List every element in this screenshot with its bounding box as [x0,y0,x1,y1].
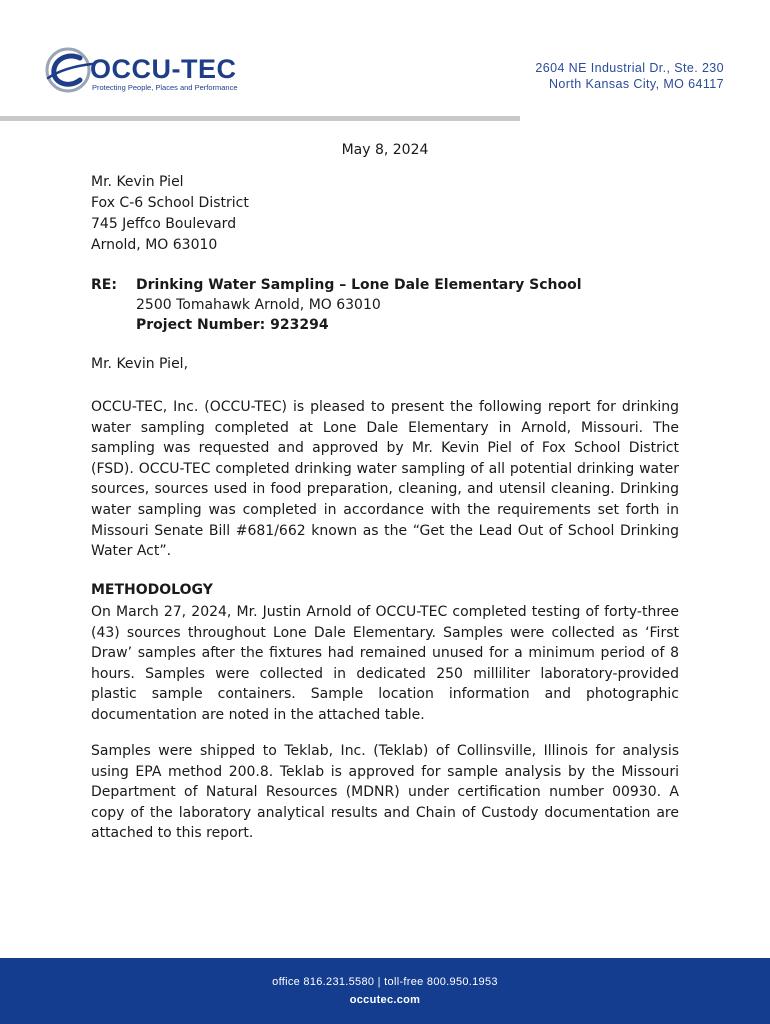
methodology-paragraph-2: Samples were shipped to Teklab, Inc. (Teklab) of Collinsville, Illinois for analysis using EPA method 200.8. Teklab is approved for sample analysis by the Missouri Department of Natural Resources (MDNR) under certification number 00930. A copy of the laboratory analytical results and Chain of Custody documentation are attached to this report. [91,743,679,842]
header-divider [0,116,520,121]
footer-website: occutec.com [349,994,421,1006]
intro-paragraph: OCCU-TEC, Inc. (OCCU-TEC) is pleased to present the following report for drinking water sampling completed at Lone Dale Elementary in Arnold, Missouri. The sampling was requested and approved by Mr. Kevin Piel of Fox School District (FSD). OCCU-TEC completed drinking water sampling of all potential drinking water sources, sources used in food preparation, cleaning, and utensil cleaning. Drinking water sampling was completed in accordance with the requirements set forth in Missouri Senate Bill #681/662 known as the “Get the Lead Out of School Drinking Water Act”. [91,399,679,560]
methodology-heading: METHODOLOGY [91,582,213,598]
occutec-logo-icon [44,44,96,96]
recipient-city: Arnold, MO 63010 [91,237,218,253]
address-line-2: North Kansas City, MO 64117 [549,77,724,91]
letter-date: May 8, 2024 [341,142,429,158]
subject-details [136,275,582,335]
company-logo [44,44,264,96]
recipient-block [91,172,249,256]
page-footer [0,958,770,1024]
recipient-street: 745 Jeffco Boulevard [91,216,237,232]
recipient-organization: Fox C-6 School District [91,195,249,211]
salutation: Mr. Kevin Piel, [91,356,189,372]
address-line-1: 2604 NE Industrial Dr., Ste. 230 [535,61,724,75]
subject-label: RE: [91,277,117,293]
methodology-paragraph-1: On March 27, 2024, Mr. Justin Arnold of OCCU-TEC completed testing of forty-three (43) sources throughout Lone Dale Elementary. Samples were collected as ‘First Draw’ samples after the fixtures had remained unused for a minimum period of 8 hours. Samples were collected in dedicated 250 milliliter laboratory-provided plastic sample containers. Sample location information and photographic documentation are noted in the attached table. [91,604,679,723]
subject-title: Drinking Water Sampling – Lone Dale Elementary School [136,277,582,293]
company-tagline: Protecting People, Places and Performance [92,83,238,92]
company-name: OCCU-TEC [90,54,237,84]
subject-address: 2500 Tomahawk Arnold, MO 63010 [136,297,381,313]
company-address [535,60,724,92]
recipient-name: Mr. Kevin Piel [91,174,184,190]
footer-contact: office 816.231.5580 | toll-free 800.950.1953 [272,976,498,988]
project-number: Project Number: 923294 [136,317,329,333]
